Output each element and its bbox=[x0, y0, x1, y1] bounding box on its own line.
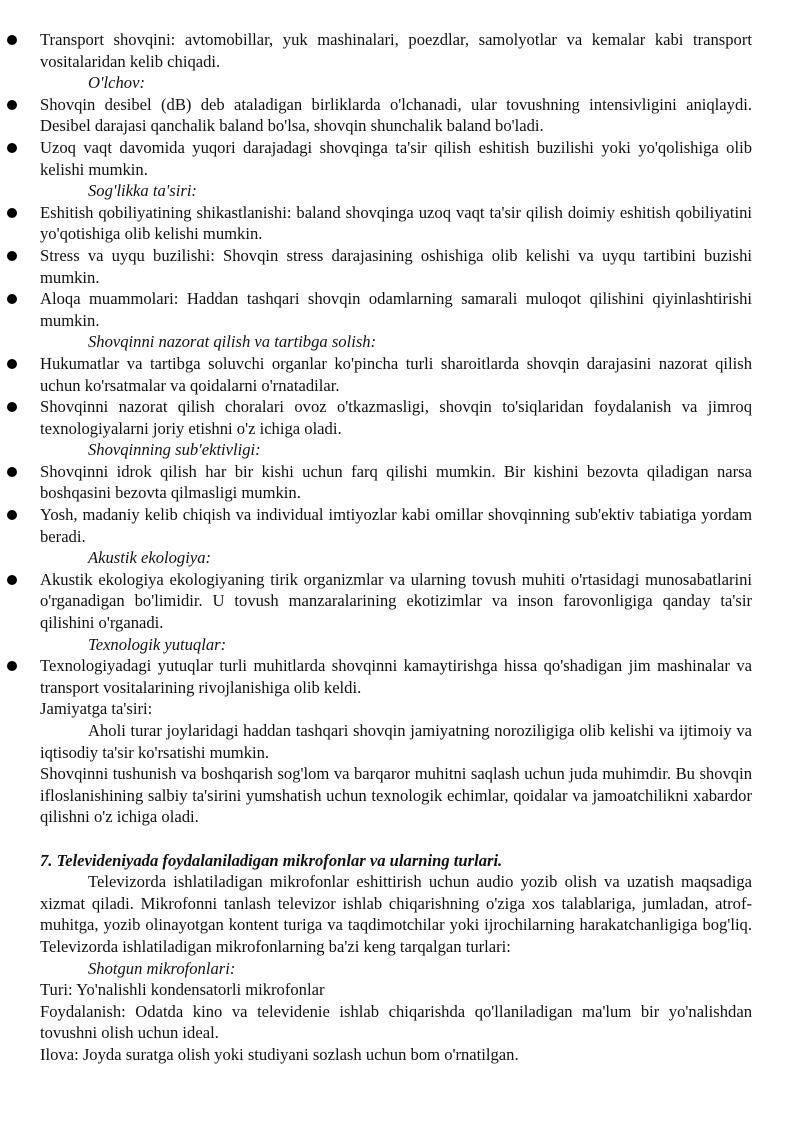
label-society-impact: Jamiyatga ta'siri: bbox=[40, 699, 153, 719]
bullet-perception bbox=[40, 461, 752, 504]
bullet-text: Uzoq vaqt davomida yuqori darajadagi shovqinga ta'sir qilish eshitish buzilishi yoki yo'qolishiga olib kelishi mumkin. bbox=[40, 137, 752, 179]
bullet-icon bbox=[7, 251, 17, 261]
bullet-icon bbox=[7, 294, 17, 304]
line-type: Turi: Yo'nalishli kondensatorli mikrofonlar bbox=[40, 980, 325, 1000]
bullet-text: Eshitish qobiliyatining shikastlanishi: baland shovqinga uzoq vaqt ta'sir qilish doimiy eshitish qobiliyatini yo'qotishiga olib kelishi mumkin. bbox=[40, 202, 752, 244]
bullet-acoustic-ecology bbox=[40, 569, 752, 634]
bullet-factors bbox=[40, 504, 752, 547]
bullet-icon bbox=[7, 35, 17, 45]
subheading-measurement: O'lchov: bbox=[88, 73, 145, 93]
bullet-icon bbox=[7, 208, 17, 218]
subheading-health-impact: Sog'likka ta'siri: bbox=[88, 181, 197, 201]
bullet-tech-advances bbox=[40, 655, 752, 698]
line-usage: Foydalanish: Odatda kino va televidenie ishlab chiqarishda qo'llaniladigan ma'lum bir yo'nalishdan tovushni olish uchun ideal. bbox=[40, 1001, 752, 1043]
bullet-text: Akustik ekologiya ekologiyaning tirik organizmlar va ularning tovush muhiti o'rtasidagi munosabatlarini o'rganadigan bo'limidir. U tovush manzaralarining ekotizimlar va inson farovonligiga qanday ta'sir qilishini o'rganadi. bbox=[40, 569, 752, 633]
bullet-icon bbox=[7, 510, 17, 520]
bullet-text: Yosh, madaniy kelib chiqish va individual imtiyozlar kabi omillar shovqinning sub'ektiv tabiatiga yordam beradi. bbox=[40, 505, 752, 546]
bullet-icon bbox=[7, 575, 17, 585]
subheading-tech-advances: Texnologik yutuqlar: bbox=[88, 634, 227, 654]
paragraph-microphones-intro: Televizorda ishlatiladigan mikrofonlar eshittirish uchun audio yozib olish va uzatish maqsadiga xizmat qiladi. Mikrofonni tanlash televizor ishlab chiqarishning o'ziga xos talablariga, jumladan, atrof-muhitga, yozib olinayotgan kontent turiga va taqdimotchilar yoki ijrochilarning harakatchanligiga bog'liq. Televizorda ishlatiladigan mikrofonlarning ba'zi keng tarqalgan turlari: bbox=[40, 872, 752, 956]
paragraph-society-impact: Aholi turar joylaridagi haddan tashqari shovqin jamiyatning noroziligiga olib kelishi va ijtimoiy va iqtisodiy ta'sir ko'rsatishi mumkin. bbox=[40, 721, 752, 762]
bullet-text: Shovqinni nazorat qilish choralari ovoz o'tkazmasligi, shovqin to'siqlaridan foydalanish va jimroq texnologiyalarni joriy etishni o'z ichiga oladi. bbox=[40, 397, 752, 438]
bullet-text: Shovqinni idrok qilish har bir kishi uchun farq qilishi mumkin. Bir kishini bezovta qiladigan narsa boshqasini bezovta qilmasligi mumkin. bbox=[40, 461, 752, 503]
bullet-hearing-loss bbox=[40, 137, 752, 180]
subheading-noise-control: Shovqinni nazorat qilish va tartibga solish: bbox=[88, 332, 377, 352]
bullet-transport-noise bbox=[40, 29, 752, 72]
bullet-regulations bbox=[40, 353, 752, 396]
bullet-text: Stress va uyqu buzilishi: Shovqin stress darajasining oshishiga olib kelishi va uyqu tartibini buzishi mumkin. bbox=[40, 245, 752, 287]
bullet-text: Aloqa muammolari: Haddan tashqari shovqin odamlarning samarali muloqot qilishini qiyinlashtirishi mumkin. bbox=[40, 289, 752, 330]
subheading-subjectivity: Shovqinning sub'ektivligi: bbox=[88, 440, 261, 460]
bullet-icon bbox=[7, 143, 17, 153]
bullet-control-measures bbox=[40, 396, 752, 439]
bullet-icon bbox=[7, 661, 17, 671]
bullet-icon bbox=[7, 100, 17, 110]
subheading-shotgun-mics: Shotgun mikrofonlari: bbox=[88, 958, 236, 978]
paragraph-conclusion: Shovqinni tushunish va boshqarish sog'lom va barqaror muhitni saqlash uchun juda muhimdir. Bu shovqin ifloslanishining salbiy ta'sirini yumshatish uchun texnologik echimlar, qoidalar va jamoatchilikni xabardor qilishni o'z ichiga oladi. bbox=[40, 764, 752, 827]
bullet-communication bbox=[40, 288, 752, 331]
bullet-text: Texnologiyadagi yutuqlar turli muhitlarda shovqinni kamaytirishga hissa qo'shadigan jim mashinalar va transport vositalarining rivojlanishiga olib keldi. bbox=[40, 656, 752, 697]
bullet-icon bbox=[7, 359, 17, 369]
document-page bbox=[40, 29, 752, 1066]
line-application: Ilova: Joyda suratga olish yoki studiyani sozlash uchun bom o'rnatilgan. bbox=[40, 1044, 519, 1064]
bullet-text: Hukumatlar va tartibga soluvchi organlar ko'pincha turli sharoitlarda shovqin darajasini nazorat qilish uchun ko'rsatmalar va qoidalarni o'rnatadilar. bbox=[40, 353, 752, 395]
bullet-icon bbox=[7, 402, 17, 412]
subheading-acoustic-ecology: Akustik ekologiya: bbox=[88, 548, 212, 568]
bullet-stress-sleep bbox=[40, 245, 752, 288]
bullet-text: Transport shovqini: avtomobillar, yuk mashinalari, poezdlar, samolyotlar va kemalar kabi transport vositalaridan kelib chiqadi. bbox=[40, 30, 752, 71]
bullet-text: Shovqin desibel (dB) deb ataladigan birliklarda o'lchanadi, ular tovushning intensivligini aniqlaydi. Desibel darajasi qanchalik baland bo'lsa, shovqin shunchalik baland bo'ladi. bbox=[40, 94, 752, 136]
bullet-hearing-damage bbox=[40, 202, 752, 245]
bullet-decibel bbox=[40, 94, 752, 137]
bullet-icon bbox=[7, 467, 17, 477]
section-title-microphones: 7. Televideniyada foydalaniladigan mikrofonlar va ularning turlari. bbox=[40, 850, 503, 870]
